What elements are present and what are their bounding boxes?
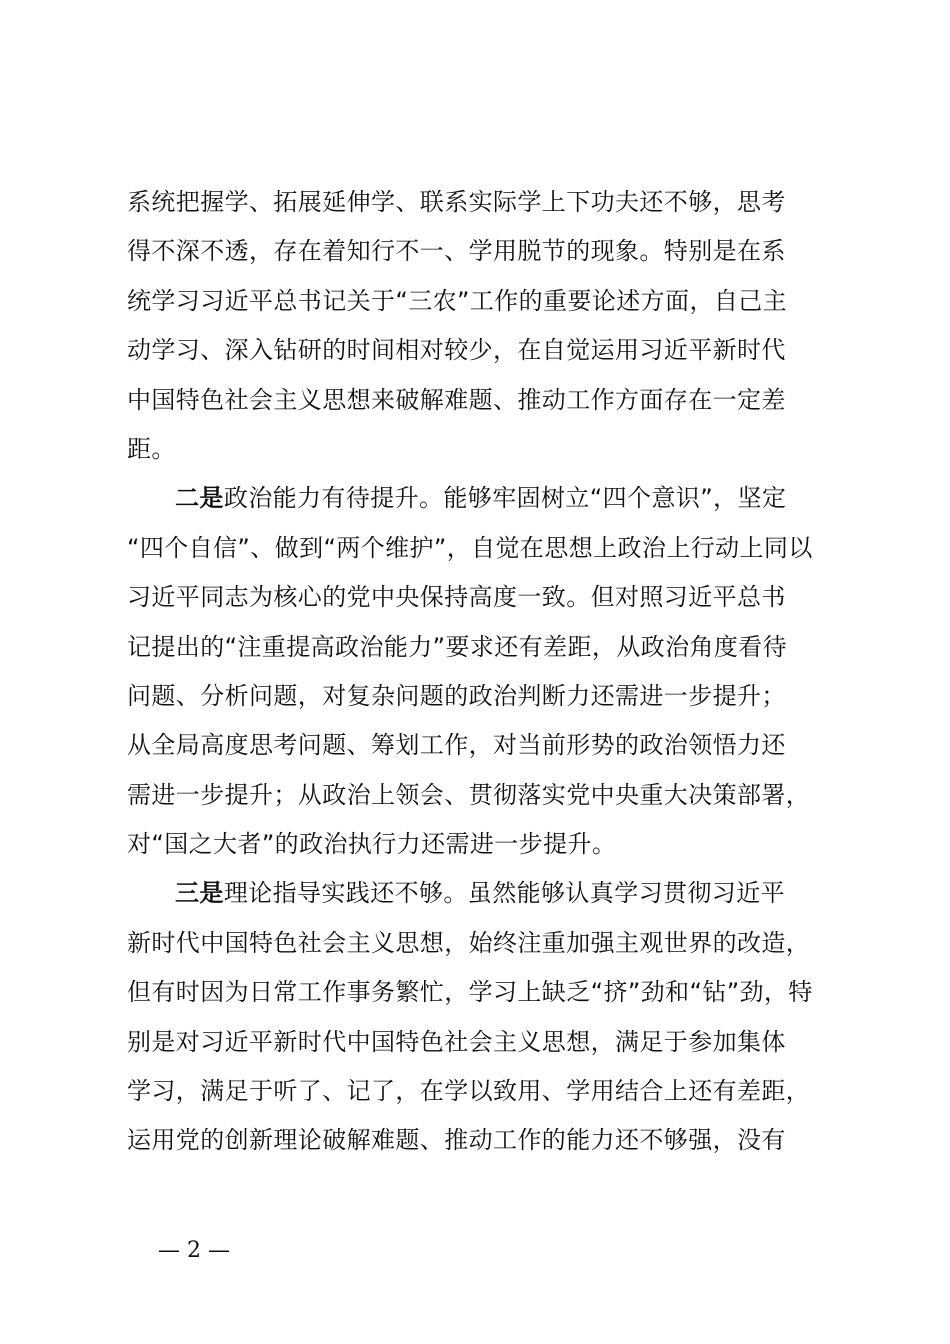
text-line: 习近平同志为核心的党中央保持高度一致。但对照习近平总书 <box>127 583 786 612</box>
text-line: 运用党的创新理论破解难题、推动工作的能力还不够强，没有 <box>127 1126 786 1155</box>
text-line: 统学习习近平总书记关于“三农”工作的重要论述方面，自己主 <box>127 286 788 315</box>
section-3-heading-text: 理论指导实践还不够。虽然能够认真学习贯彻习近平 <box>223 879 786 908</box>
section-2-heading-text: 政治能力有待提升。能够牢固树立“四个意识”，坚定 <box>223 484 787 513</box>
text-line: 中国特色社会主义思想来破解难题、推动工作方面存在一定差 <box>127 385 786 414</box>
text-line: 得不深不透，存在着知行不一、学用脱节的现象。特别是在系 <box>127 237 786 266</box>
text-line: “四个自信”、做到“两个维护”，自觉在思想上政治上行动上同以 <box>127 533 813 562</box>
text-line: 对“国之大者”的政治执行力还需进一步提升。 <box>127 830 617 859</box>
section-2-first-line <box>127 474 867 523</box>
text-line: 学习，满足于听了、记了，在学以致用、学用结合上还有差距， <box>127 1077 811 1106</box>
text-line: 记提出的“注重提高政治能力”要求还有差距，从政治角度看待 <box>127 632 788 661</box>
section-3-first-line <box>127 869 867 918</box>
text-line: 从全局高度思考问题、筹划工作，对当前形势的政治领悟力还 <box>127 731 786 760</box>
text-line: 动学习、深入钻研的时间相对较少，在自觉运用习近平新时代 <box>127 336 786 365</box>
section-2-lead: 二是 <box>175 484 224 513</box>
text-line: 新时代中国特色社会主义思想，始终注重加强主观世界的改造， <box>127 928 811 957</box>
text-line: 问题、分析问题，对复杂问题的政治判断力还需进一步提升； <box>127 681 786 710</box>
page-number: — 2 — <box>158 1238 230 1263</box>
text-line: 需进一步提升；从政治上领会、贯彻落实党中央重大决策部署， <box>127 780 811 809</box>
document-body <box>127 178 867 1166</box>
text-line: 距。 <box>127 434 176 463</box>
section-3-lead: 三是 <box>175 879 224 908</box>
text-line: 但有时因为日常工作事务繁忙，学习上缺乏“挤”劲和“钻”劲，特 <box>127 978 813 1007</box>
text-line: 别是对习近平新时代中国特色社会主义思想，满足于参加集体 <box>127 1027 786 1056</box>
text-line: 系统把握学、拓展延伸学、联系实际学上下功夫还不够，思考 <box>127 188 786 216</box>
